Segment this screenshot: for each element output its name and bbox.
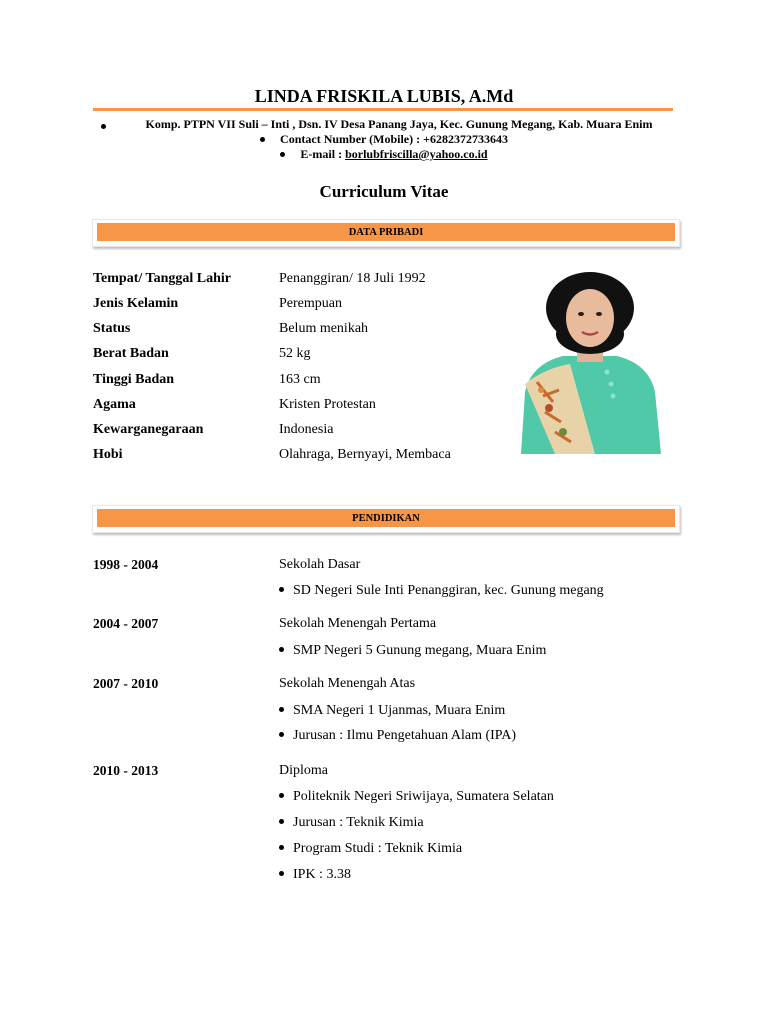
bullet-icon	[279, 732, 284, 737]
personal-label: Jenis Kelamin	[93, 296, 179, 311]
section-banner-personal	[92, 219, 680, 247]
address-text: Komp. PTPN VII Suli – Inti , Dsn. IV Desa Panang Jaya, Kec. Gunung Megang, Kab. Muara Enim	[145, 117, 653, 131]
personal-label: Berat Badan	[93, 346, 169, 361]
bullet-icon	[101, 124, 106, 129]
profile-photo	[515, 272, 665, 454]
personal-value: Kristen Protestan	[279, 397, 376, 412]
section-title-education: PENDIDIKAN	[97, 509, 675, 527]
education-years: 2010 - 2013	[93, 763, 159, 778]
personal-label: Hobi	[93, 447, 123, 462]
education-detail	[279, 703, 505, 719]
education-level: Diploma	[279, 763, 328, 778]
personal-value: Perempuan	[279, 296, 342, 311]
education-detail	[279, 643, 546, 659]
education-level: Sekolah Menengah Atas	[279, 676, 416, 691]
personal-value: 52 kg	[279, 346, 311, 361]
education-detail	[279, 841, 462, 857]
bullet-icon	[280, 152, 285, 157]
personal-label: Kewarganegaraan	[93, 422, 204, 437]
bullet-icon	[279, 587, 284, 592]
bullet-icon	[279, 871, 284, 876]
bullet-icon	[279, 845, 284, 850]
personal-value: Penanggiran/ 18 Juli 1992	[279, 271, 426, 286]
bullet-icon	[279, 707, 284, 712]
personal-value: Belum menikah	[279, 321, 369, 336]
bullet-icon	[279, 793, 284, 798]
education-detail	[279, 583, 604, 599]
personal-value: 163 cm	[279, 372, 321, 387]
education-detail-text: SMP Negeri 5 Gunung megang, Muara Enim	[293, 643, 547, 658]
contact-text: Contact Number (Mobile) : +6282372733643	[280, 132, 508, 146]
bullet-icon	[279, 819, 284, 824]
education-detail	[279, 789, 554, 805]
personal-value: Indonesia	[279, 422, 334, 437]
applicant-name: LINDA FRISKILA LUBIS, A.Md	[254, 86, 514, 106]
address-line	[0, 117, 768, 132]
education-detail	[279, 728, 516, 744]
personal-label: Status	[93, 321, 131, 336]
education-level: Sekolah Dasar	[279, 557, 361, 572]
education-level: Sekolah Menengah Pertama	[279, 616, 437, 631]
section-title-personal: DATA PRIBADI	[97, 223, 675, 241]
email-label: E-mail :	[300, 147, 346, 161]
education-detail-text: Program Studi : Teknik Kimia	[293, 841, 463, 856]
education-detail-text: IPK : 3.38	[293, 867, 351, 882]
contact-line	[0, 132, 768, 147]
education-detail-text: SMA Negeri 1 Ujanmas, Muara Enim	[293, 703, 506, 718]
education-detail	[279, 867, 351, 883]
document-title: Curriculum Vitae	[319, 182, 449, 201]
email-link[interactable]: borlubfriscilla@yahoo.co.id	[345, 147, 488, 161]
education-detail	[279, 815, 424, 831]
personal-label: Agama	[93, 397, 136, 412]
section-banner-education	[92, 505, 680, 533]
bullet-icon	[279, 647, 284, 652]
header-divider	[93, 108, 673, 111]
education-years: 2007 - 2010	[93, 676, 159, 691]
personal-label: Tinggi Badan	[93, 372, 175, 387]
education-detail-text: Jurusan : Teknik Kimia	[293, 815, 424, 830]
bullet-icon	[260, 137, 265, 142]
education-detail-text: SD Negeri Sule Inti Penanggiran, kec. Gunung megang	[293, 583, 604, 598]
education-detail-text: Jurusan : Ilmu Pengetahuan Alam (IPA)	[293, 728, 517, 743]
personal-value: Olahraga, Bernyayi, Membaca	[279, 447, 451, 462]
email-line	[0, 147, 768, 162]
education-years: 1998 - 2004	[93, 557, 159, 572]
education-detail-text: Politeknik Negeri Sriwijaya, Sumatera Selatan	[293, 789, 554, 804]
personal-label: Tempat/ Tanggal Lahir	[93, 271, 231, 286]
education-years: 2004 - 2007	[93, 616, 159, 631]
